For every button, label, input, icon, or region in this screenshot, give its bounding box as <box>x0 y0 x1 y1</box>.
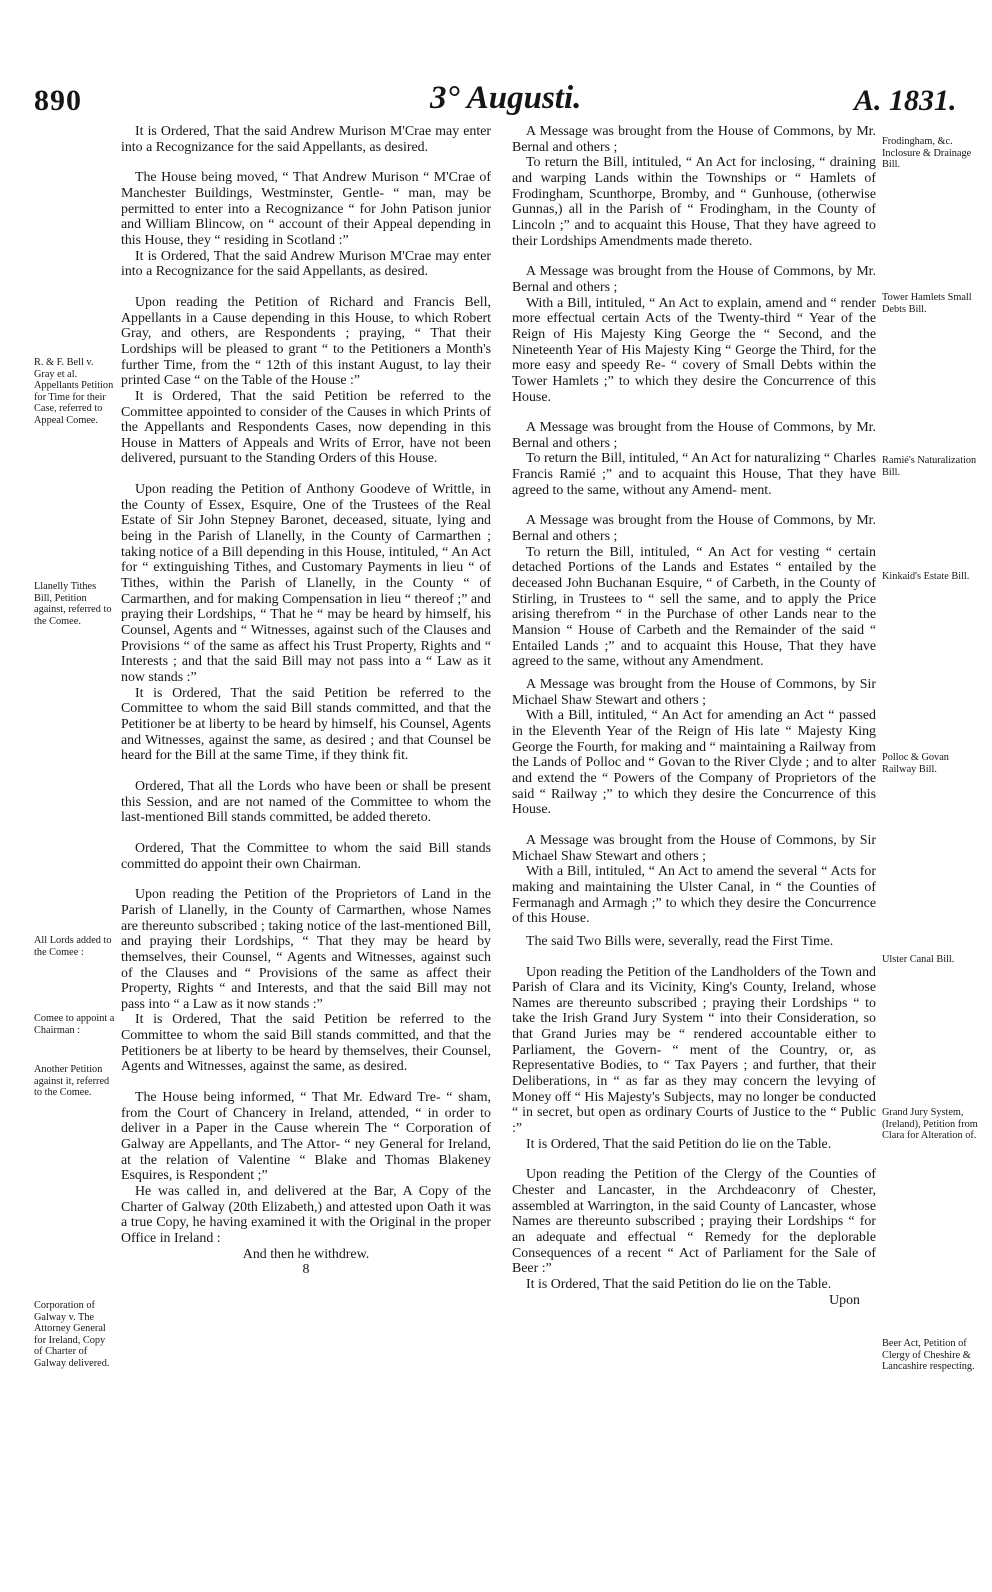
right-paragraph-4: With a Bill, intituled, “ An Act to explain, amend and “ render more effectual certain Acts of the Twenty-third “ Year of the Reign of His Majesty King George the “ Second, and the Nineteenth Year of His Majesty King “ George the Third, for the more easy and speedy Re- “ covery of Small Debts within the Tower Hamlets ;” to which they desire the Concurrence of this House. <box>512 295 876 405</box>
page-date: 3° Augusti. <box>430 80 582 116</box>
left-paragraph-2: The House being moved, “ That Andrew Murison “ M'Crae of Manchester Buildings, Westminster, Gentle- “ man, may be permitted to enter into a Recognizance “ for John Patison junior and William Blincow, on “ account of their Appeal depending in this House, they “ residing in Scotland :” <box>121 170 491 248</box>
margin-note-galway: Corporation of Galway v. The Attorney General for Ireland, Copy of Charter of Galway delivered. <box>34 1300 110 1369</box>
right-paragraph-17: It is Ordered, That the said Petition do lie on the Table. <box>526 1276 832 1292</box>
left-paragraph-5: It is Ordered, That the said Petition be referred to the Committee appointed to consider of the Causes in which Prints of the Appellants and Respondents Cases, now depending in this House in Matters of Appeals and Writs of Error, have not been delivered, pursuant to the Standing Orders of this House. <box>121 388 491 467</box>
right-paragraph-8: To return the Bill, intituled, “ An Act for vesting “ certain detached Portions of the Lands and Estates “ entailed by the deceased John Buchanan Esquire, “ of Carbeth, in the County of Stirling, in Trustees to “ sell the same, and to apply the Price arising therefrom “ in the Purchase of other Lands near to the Mansion “ House of Carbeth and the Remainder of the said “ Entailed Lands ;” and to acquaint this House, That they have agreed to the same, without any Amendment. <box>512 544 876 670</box>
signature-mark: 8 <box>302 1262 310 1278</box>
right-paragraph-7: A Message was brought from the House of Commons, by Mr. Bernal and others ; <box>512 513 876 545</box>
right-paragraph-2: To return the Bill, intituled, “ An Act for inclosing, “ draining and warping Lands within the Townships or “ Hamlets of Frodingham, Scunthorpe, Bromby, and “ Gunhouse, (otherwise Gunnas,) all in the Parish of “ Frodingham, in the County of Lincoln ;” and to acquaint this House, That they have agreed to their Lordships Amendments made thereto. <box>512 155 876 249</box>
right-paragraph-1: A Message was brought from the House of Commons, by Mr. Bernal and others ; <box>512 124 876 155</box>
left-paragraph-3: It is Ordered, That the said Andrew Murison M'Crae may enter into a Recognizance for the said Appellants, as desired. <box>121 248 491 280</box>
left-paragraph-10: Upon reading the Petition of the Proprietors of Land in the Parish of Llanelly, in the County of Carmarthen, whose Names are thereunto subscribed ; taking notice of the last-mentioned Bill, and praying their Lordships, “ That they may be heard by themselves, their Counsel, “ Agents and Witnesses, against such of the Clauses and “ Provisions of the same as affect their Property, Rights “ and Interests, and that the said Bill may not pass into “ a Law as it now stands :” <box>121 887 491 1012</box>
withdrew-line: And then he withdrew. <box>242 1246 370 1262</box>
left-paragraph-6: Upon reading the Petition of Anthony Goodeve of Writtle, in the County of Essex, Esquire, One of the Trustees of the Real Estate of Sir John Stepney Baronet, deceased, situate, lying and being in the Parish of Llanelly, in the County of Carmarthen ; taking notice of a Bill depending in this House, intituled, “ An Act for “ extinguishing Tithes, and Customary Payments in lieu “ of Tithes, within the Parish of Llanelly, in the County “ of Carmarthen, and for making Compensation in lieu “ thereof ;” and praying their Lordships, “ That he “ may be heard by himself, his Counsel, Agents and “ Witnesses, against such of the Clauses and Provisions “ of the same as affect his Trust Property, Rights and “ Interests ; and that the said Bill may not pass into a “ Law as it now stands :” <box>121 482 491 685</box>
left-paragraph-7: It is Ordered, That the said Petition be referred to the Committee to whom the said Bill stands committed, and that the Petitioner be at liberty to be heard by himself, his Counsel, Agents and Witnesses, against the same, as desired ; and that Counsel be heard for the Bill at the same Time, if they think fit. <box>121 685 491 764</box>
right-paragraph-3: A Message was brought from the House of Commons, by Mr. Bernal and others ; <box>512 264 876 295</box>
margin-note-bell-v-gray: R. & F. Bell v. Gray et al. Appellants Petition for Time for their Case, referred to Appeal Comee. <box>34 357 114 426</box>
right-paragraph-5: A Message was brought from the House of Commons, by Mr. Bernal and others ; <box>512 420 876 451</box>
page-header <box>0 0 992 120</box>
left-paragraph-13: He was called in, and delivered at the Bar, A Copy of the Charter of Galway (20th Elizabeth,) and attested upon Oath it was a true Copy, he having examined it with the Original in the proper Office in Ireland : <box>121 1184 491 1246</box>
margin-note-beer-act: Beer Act, Petition of Clergy of Cheshire & Lancashire respecting. <box>882 1338 975 1373</box>
margin-note-polloc-govan: Polloc & Govan Railway Bill. <box>882 752 949 775</box>
left-paragraph-11: It is Ordered, That the said Petition be referred to the Committee to whom the said Bill stands committed, and that the Petitioners be at liberty to be heard by themselves, their Counsel, Agents and Witnesses, against the same, as desired. <box>121 1012 491 1075</box>
margin-note-another-petition: Another Petition against it, referred to the Comee. <box>34 1064 110 1099</box>
catchword: Upon <box>829 1292 860 1308</box>
left-paragraph-4: Upon reading the Petition of Richard and Francis Bell, Appellants in a Cause depending in this House, to which Robert Gray, and others, are Respondents ; praying, “ That their Lordships will be pleased to grant “ to the Petitioners a Month's further Time, from the “ 12th of this instant August, to lay their printed Case “ on the Table of the House :” <box>121 294 491 389</box>
margin-note-kinkaid: Kinkaid's Estate Bill. <box>882 571 970 582</box>
right-paragraph-15: It is Ordered, That the said Petition do lie on the Table. <box>526 1136 832 1152</box>
margin-note-ramie: Ramié's Naturalization Bill. <box>882 455 977 478</box>
right-column <box>512 124 876 1308</box>
left-paragraph-8: Ordered, That all the Lords who have been or shall be present this Session, and are not named of the Committee to whom the last-mentioned Bill stands committed, be added thereto. <box>121 778 491 826</box>
right-paragraph-9: A Message was brought from the House of Commons, by Sir Michael Shaw Stewart and others ; <box>512 677 876 708</box>
right-paragraph-10: With a Bill, intituled, “ An Act for amending an Act “ passed in the Eleventh Year of the Reign of His late “ Majesty King George the Fourth, for making and “ maintaining a Railway from the Lands of Polloc and “ Govan to the River Clyde ; and to alter and extend the “ Powers of the Company of Proprietors of the said “ Railway ;” to which they desire the Concurrence of this House. <box>512 708 876 818</box>
right-paragraph-14: Upon reading the Petition of the Landholders of the Town and Parish of Clara and its Vicinity, King's County, Ireland, whose Names are thereunto subscribed ; praying their Lordships “ to take the Irish Grand Jury System “ into their Consideration, so that Grand Juries may be “ rendered accountable either to Parliament, the Govern- “ ment of the Country, or, as Representative Bodies, to “ Tax Payers ; and further, that their Deliberations, in “ as far as they may concern the levying of Money off “ His Majesty's Subjects, may no longer be conducted “ in secret, but open as ordinary Courts of Justice to the “ Public :” <box>512 964 876 1137</box>
right-paragraph-13: The said Two Bills were, severally, read the First Time. <box>526 933 834 949</box>
margin-note-lords-added: All Lords added to the Comee : <box>34 935 112 958</box>
right-paragraph-12: With a Bill, intituled, “ An Act to amend the several “ Acts for making and maintaining the Ulster Canal, in “ the Counties of Fermanagh and Armagh ;” to which they desire the Concurrence of this House. <box>512 864 876 927</box>
left-paragraph-12: The House being informed, “ That Mr. Edward Tre- “ sham, from the Court of Chancery in Ireland, attended, “ in order to deliver in a Paper in the Cause wherein The “ Corporation of Galway are Appellants, and The Attor- “ ney General for Ireland, at the relation of Valentine “ Blake and Thomas Blakeney Esquires, is Respondent ;” <box>121 1090 491 1184</box>
margin-note-grand-jury: Grand Jury System, (Ireland), Petition from Clara for Alteration of. <box>882 1107 978 1142</box>
left-paragraph-1: It is Ordered, That the said Andrew Murison M'Crae may enter into a Recognizance for the said Appellants, as desired. <box>121 124 491 155</box>
right-paragraph-6: To return the Bill, intituled, “ An Act for naturalizing “ Charles Francis Ramié ;” and to acquaint this House, That they have agreed to the same, without any Amend- ment. <box>512 451 876 498</box>
margin-note-llanelly-tithes: Llanelly Tithes Bill, Petition against, referred to the Comee. <box>34 581 112 627</box>
right-paragraph-16: Upon reading the Petition of the Clergy of the Counties of Chester and Lancaster, in the Archdeaconry of Chester, assembled at Warrington, in the said County of Lancaster, whose Names are thereunto subscribed ; praying their Lordships “ for an adequate and effectual “ Remedy for the deplorable Consequences of a recent “ Act of Parliament for the Sale of Beer :” <box>512 1167 876 1277</box>
left-paragraph-9: Ordered, That the Committee to whom the said Bill stands committed do appoint their own Chairman. <box>121 840 491 872</box>
margin-note-tower-hamlets: Tower Hamlets Small Debts Bill. <box>882 292 972 315</box>
left-column <box>121 124 491 1278</box>
margin-note-ulster-canal: Ulster Canal Bill. <box>882 954 955 965</box>
page-number: 890 <box>34 84 82 117</box>
margin-note-chairman: Comee to appoint a Chairman : <box>34 1013 115 1036</box>
margin-note-frodingham: Frodingham, &c. Inclosure & Drainage Bill. <box>882 136 972 171</box>
right-paragraph-11: A Message was brought from the House of Commons, by Sir Michael Shaw Stewart and others ; <box>512 832 876 864</box>
page-year: A. 1831. <box>854 84 957 117</box>
